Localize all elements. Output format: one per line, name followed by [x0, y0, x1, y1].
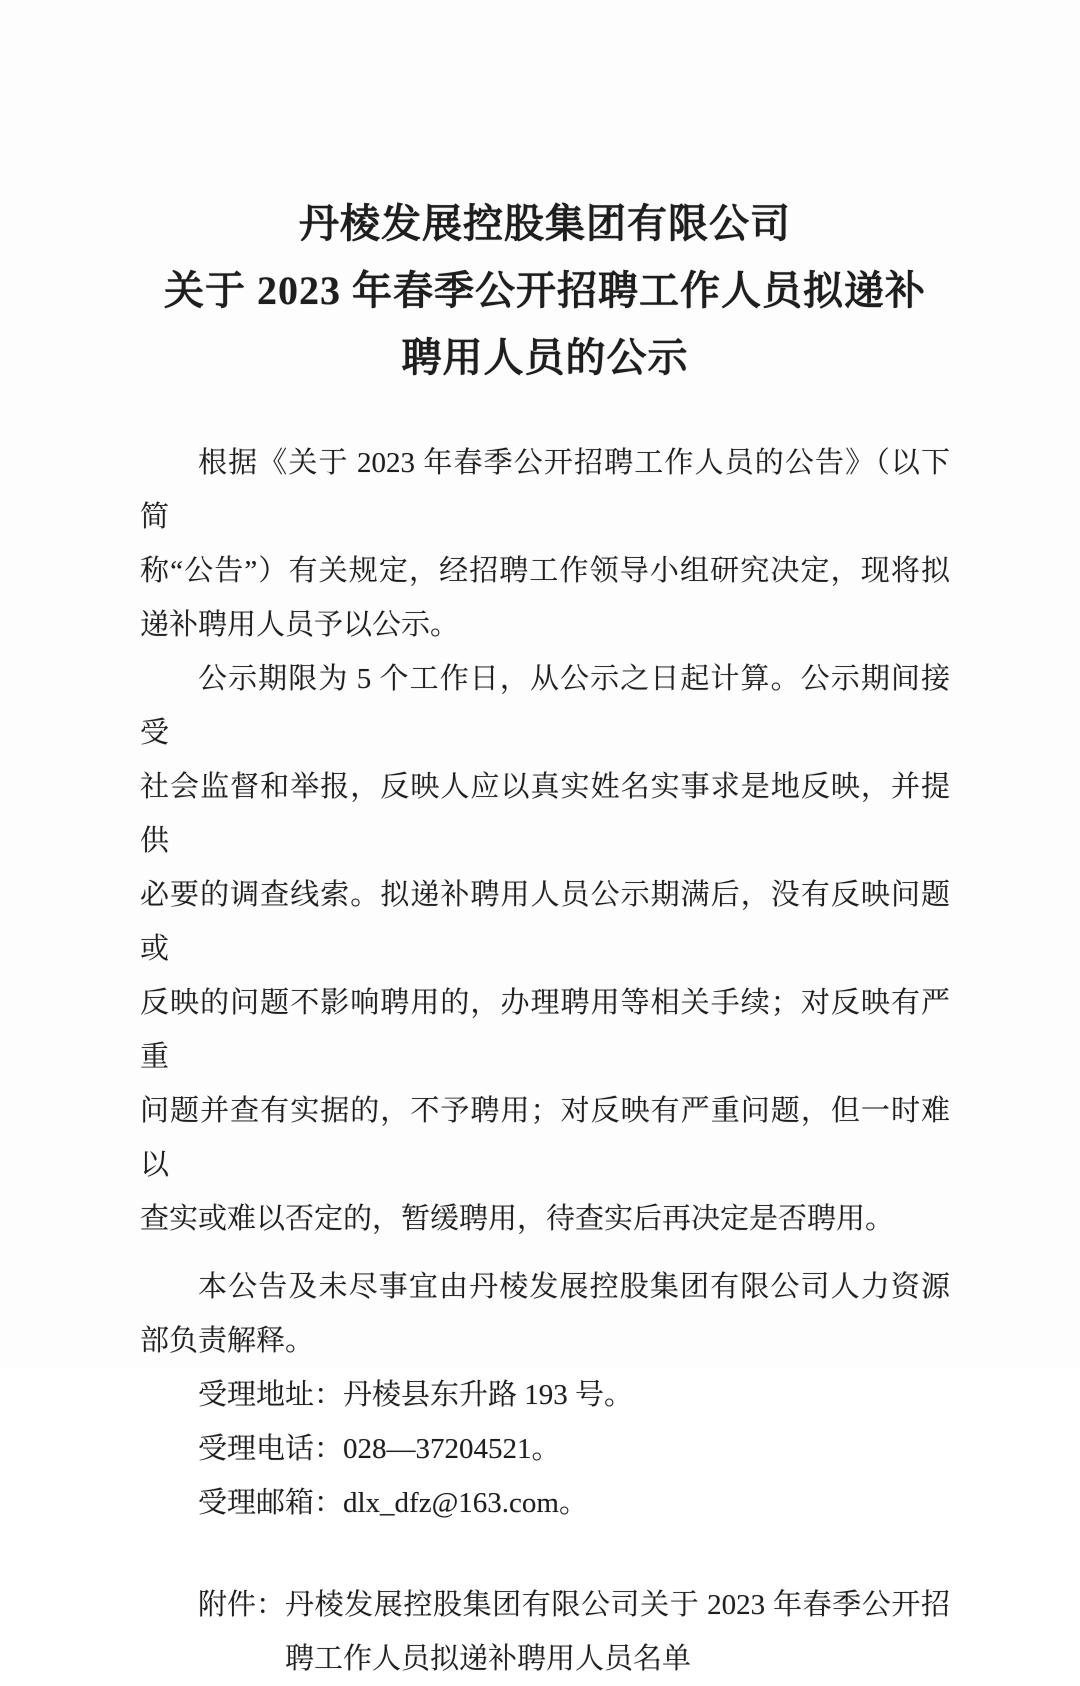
attachment-line: 聘工作人员拟递补聘用人员名单: [285, 1643, 692, 1675]
body-line: 递补聘用人员予以公示。: [140, 609, 460, 641]
attachment-note: [140, 1578, 950, 1686]
body-line: 反映的问题不影响聘用的，办理聘用等相关手续；对反映有严重: [140, 987, 950, 1073]
contact-address-line: 受理地址：丹棱县东升路 193 号。: [198, 1379, 634, 1411]
body-line: 必要的调查线索。拟递补聘用人员公示期满后，没有反映问题或: [140, 879, 950, 965]
paragraph-interpretation: [140, 1260, 950, 1368]
body-line: 问题并查有实据的，不予聘用；对反映有严重问题，但一时难以: [140, 1095, 950, 1181]
contact-phone-line: 受理电话：028—37204521。: [198, 1433, 561, 1465]
paragraph-publicity-period: [140, 652, 950, 1246]
body-line: 社会监督和举报，反映人应以真实姓名实事求是地反映，并提供: [140, 771, 950, 857]
contact-info: [140, 1368, 950, 1530]
attachment-line: 丹棱发展控股集团有限公司关于 2023 年春季公开招: [285, 1589, 950, 1621]
title-line-subject: 关于 2023 年春季公开招聘工作人员拟递补: [164, 268, 926, 313]
body-line: 根据《关于 2023 年春季公开招聘工作人员的公告》（以下简: [140, 447, 950, 533]
contact-email-line: 受理邮箱：dlx_dfz@163.com。: [198, 1487, 588, 1519]
document-body: [140, 436, 950, 1686]
paragraph-basis: [140, 436, 950, 652]
title-line-subject-cont: 聘用人员的公示: [401, 335, 689, 380]
title-line-company: 丹棱发展控股集团有限公司: [299, 201, 791, 246]
document-title: [140, 0, 950, 391]
document-content: [140, 0, 950, 1686]
body-line: 称“公告”）有关规定，经招聘工作领导小组研究决定，现将拟: [140, 555, 950, 587]
attachment-text: [285, 1578, 950, 1686]
body-line: 部负责解释。: [140, 1325, 315, 1357]
body-line: 查实或难以否定的，暂缓聘用，待查实后再决定是否聘用。: [140, 1203, 895, 1235]
attachment-label: 附件：: [198, 1589, 286, 1621]
body-line: 公示期限为 5 个工作日，从公示之日起计算。公示期间接受: [140, 663, 950, 749]
body-line: 本公告及未尽事宜由丹棱发展控股集团有限公司人力资源: [198, 1271, 950, 1303]
